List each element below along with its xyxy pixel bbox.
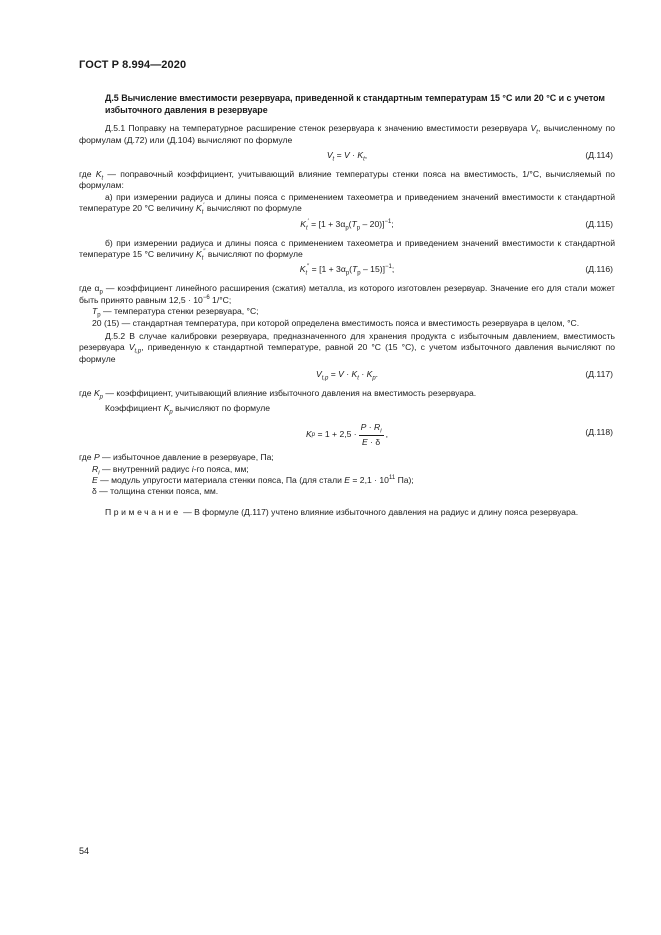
paragraph-kp-intro: Коэффициент $K_p$ вычисляют по формуле (105, 402, 271, 416)
formula-number: (Д.114) (585, 150, 613, 160)
formula-number: (Д.115) (585, 218, 613, 229)
definition-alpha: где $\alpha_р$ — коэффициент линейного расширения (сжатия) металла, из которого изготовлен резервуар. Значение его для стали может быть принято равным $12,5 \cdot 10^{-6}$ 1/°С; (79, 283, 615, 305)
fraction: $\frac{P \cdot R_i}{E \cdot \delta}$ (360, 422, 382, 447)
document-header: ГОСТ Р 8.994—2020 (79, 59, 187, 71)
formula-d118: K p = 1 + 2,5 · $\frac{P \cdot R_i}{E \cdot \delta}$ , (Д.118) (306, 422, 613, 447)
definition-ri: $R_i$ — внутренний радиус i-го пояса, мм; (92, 463, 249, 477)
definition-p: где P — избыточное давление в резервуаре, Па; (79, 452, 274, 463)
formula-number: (Д.116) (585, 264, 613, 275)
note-label: Примечание (105, 506, 181, 517)
formula-d116: $K_t'' = [1 + 3\alpha_р(T_р - 15)]^{-1}$; (Д.116) (299, 264, 613, 278)
definition-tp: $T_р$ — температура стенки резервуара, °С; (92, 306, 259, 319)
formula-number: (Д.118) (585, 427, 613, 438)
formula-number: (Д.117) (585, 369, 613, 380)
formula-d117: $V_{t,p} = V \cdot K_t \cdot K_p$. (Д.117) (315, 369, 613, 382)
formula-d114: $V_t = V \cdot K_t$, (Д.114) (326, 150, 613, 163)
definition-standard-temp: 20 (15) — стандартная температура, при которой определена вместимость пояса и вместимость резервуара в целом, °С. (92, 317, 580, 328)
page-number: 54 (79, 846, 90, 856)
definition-e: E — модуль упругости материала стенки пояса, Па (для стали $E = 2,1 \cdot 10^{11}$ Па); (92, 474, 414, 485)
section-title: Д.5 Вычисление вместимости резервуара, приведенной к стандартным температурам 15 °С или 20 °С и с учетом избыточного давления в резервуаре (105, 93, 605, 115)
definition-kp: где $K_p$ — коэффициент, учитывающий влияние избыточного давления на вместимость резервуара. (79, 388, 477, 401)
case-a-paragraph: а) при измерении радиуса и длины пояса с применением тахеометра и приведением значений вместимости к стандартной температуре 20 °С величину $K_t'$ вычисляют по формуле (79, 191, 615, 216)
formula-d115: $K_t' = [1 + 3\alpha_р(T_р - 20)]^{-1}$; (Д.115) (300, 218, 613, 232)
document-body (79, 93, 615, 527)
definition-delta: δ — толщина стенки пояса, мм. (92, 486, 219, 497)
paragraph-d52: Д.5.2 В случае калибровки резервуара, предназначенного для хранения продукта с избыточным давлением, вместимость резервуара $V_{t,p}$, приведенную к стандартной температуре, равной 20 °С (15 °С), с учетом избыточного давления вычисляют по формуле (79, 331, 615, 364)
definition-kt: где $K_t$ — поправочный коэффициент, учитывающий влияние температуры стенки пояса на вместимость, 1/°С, вычисляемый по формулам: (79, 169, 615, 191)
case-b-paragraph: б) при измерении радиуса и длины пояса с применением тахеометра и приведением значений вместимости к стандартной температуре 15 °С величину $K_t''$ вычисляют по формуле (79, 237, 615, 262)
note-paragraph: Примечание — В формуле (Д.117) учтено влияние избыточного давления на радиус и длину пояса резервуара. (105, 506, 579, 517)
paragraph-d51: Д.5.1 Поправку на температурное расширение стенок резервуара к значению вместимости резервуара $V_t$, вычисленному по формулам (Д.72) или (Д.104) вычисляют по формуле (79, 123, 616, 145)
